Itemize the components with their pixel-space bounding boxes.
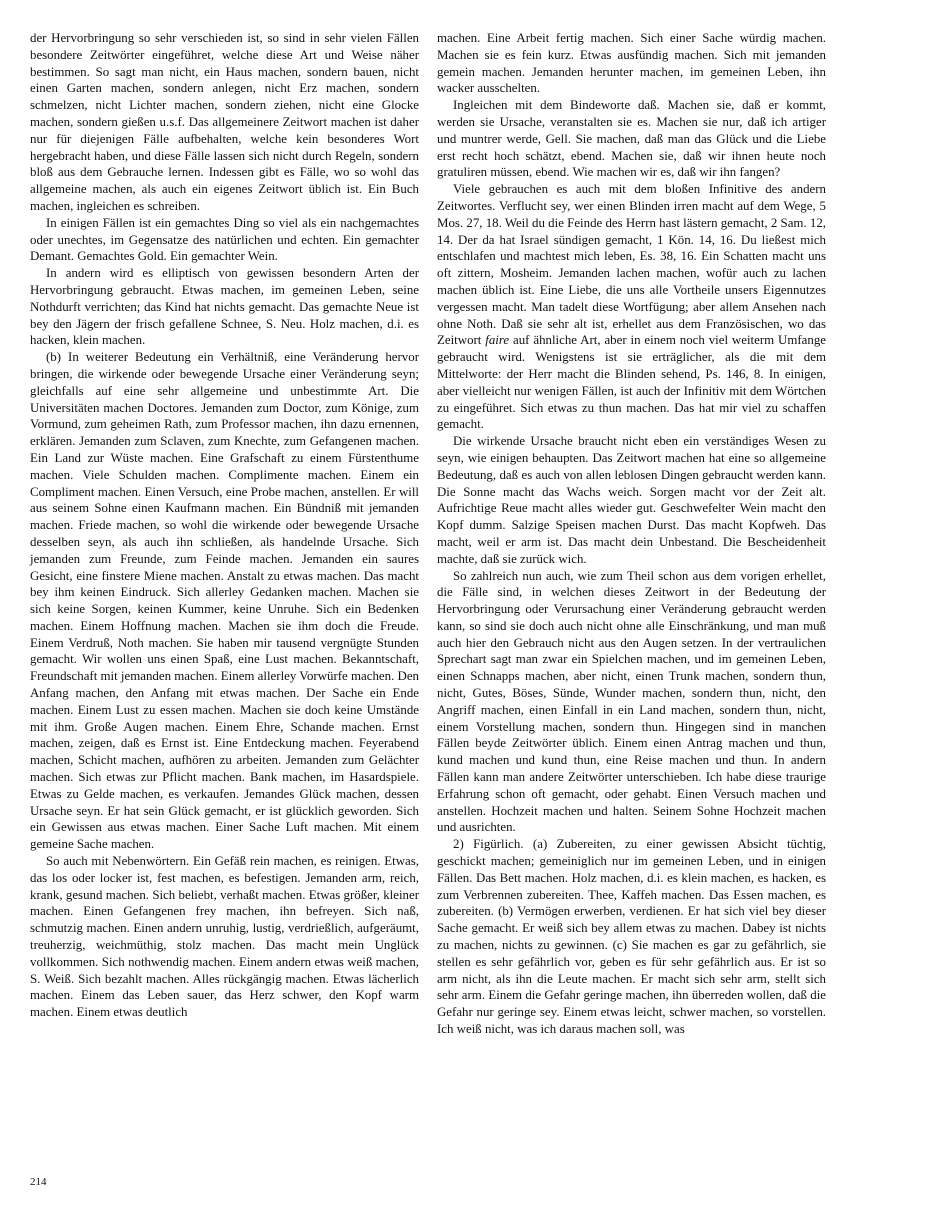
paragraph: In andern wird es elliptisch von gewissen besondern Arten der Hervorbringung gebraucht. Etwas machen, im gemeinen Leben, seine Nothdurft verrichten; das Kind hat nichts gemacht. Das gemachte Neue ist bey den Jägern der frisch gefallene Schnee, S. Neu. Holz machen, d.i. es hacken, klein machen. bbox=[30, 266, 419, 348]
paragraph: (b) In weiterer Bedeutung ein Verhältniß, eine Veränderung hervor bringen, die wirkende oder bewegende Ursache einer Veränderung seyn; gleichfalls auf eine sehr allgemeine und unbestimmte Art. Die Universitäten machen Doctores. Jemanden zum Doctor, zum Könige, zum Vormund, zum geheimen Rath, zum Professor machen, ihn dazu ernennen, erklären. Jemanden zum Sclaven, zum Knechte, zum Gefangenen machen. Ein Land zur Wüste machen. Eine Grafschaft zu einem Fürstenthume machen. Viele Schulden machen. Complimente machen. Einem ein Compliment machen. Einen Versuch, eine Probe machen, anstellen. Er will aus seinem Sohne einen Kaufmann machen. Ein Bündniß mit jemanden machen. Friede machen, so wohl die wirkende oder bewegende Ursache desselben seyn, als auch ihn schließen, als handelnde Ursache. Sich jemanden zum Freunde, zum Feinde machen. Jemanden ein saures Gesicht, eine finstere Miene machen. Anstalt zu etwas machen. Das macht bey ihm keinen Eindruck. Sich allerley Gedanken machen. Machen sie sich keine Sorgen, keinen Kummer, keine Unruhe. Sich ein Bedenken machen. Einem Hoffnung machen. Machen sie ihm doch die Freude. Einem Verdruß, Noth machen. Sie haben mir tausend vergnügte Stunden gemacht. Wir wollen uns einen Spaß, eine Lust machen. Bekanntschaft, Freundschaft mit jemanden machen. Einem allerley Vorwürfe machen. Den Anfang machen, den Anfang mit etwas machen. Der Sache ein Ende machen. Einem Lust zu essen machen. Machen sie doch keine Umstände mit ihm. Große Augen machen. Einem Ehre, Schande machen. Ernst machen, zeigen, daß es Ernst ist. Eine Entdeckung machen. Feyerabend machen, Schicht machen, aufhören zu arbeiten. Jemanden zum Gelächter machen. Sich etwas zur Pflicht machen. Bank machen, im Hasardspiele. Etwas zu Gelde machen, es verkaufen. Jemandes Glück machen, dessen Ursache seyn. Er hat sein Glück gemacht, er ist glücklich geworden. Sich ein Gewissen aus etwas machen. Einer Sache Luft machen. Mit einem gemeine Sache machen. bbox=[30, 350, 419, 852]
paragraph: In einigen Fällen ist ein gemachtes Ding so viel als ein nachgemachtes oder unechtes, im Gegensatze des natürlichen und echten. Ein gemachter Demant. Gemachtes Gold. Ein gemachter Wein. bbox=[30, 215, 419, 264]
left-column bbox=[30, 30, 419, 1021]
paragraph: 2) Figürlich. (a) Zubereiten, zu einer gewissen Absicht tüchtig, geschickt machen; gemeiniglich nur im gemeinen Leben, und in einigen Fällen. Das Bett machen. Holz machen, d.i. es klein machen, es hacken, es zum Verbrennen zubereiten. Thee, Kaffeh machen. Das Essen machen, es zubereiten. (b) Vermögen erwerben, verdienen. Er hat sich viel bey dieser Sache gemacht. Er weiß sich bey allem etwas zu machen. Dabey ist nichts zu machen, nichts zu gewinnen. (c) Sie machen es gar zu gefährlich, sie stellen es sehr gefährlich vor, geben es für sehr gefährlich aus. Er ist so arm nicht, als ihn die Leute machen. Er macht sich sehr arm, stellt sich sehr arm. Einem die Gefahr geringe machen, ihn überreden wollen, daß die Gefahr nur geringe sey. Einem etwas leicht, schwer machen, so vorstellen. Ich weiß nicht, was ich daraus machen soll, was bbox=[437, 837, 826, 1037]
paragraph: Die wirkende Ursache braucht nicht eben ein verständiges Wesen zu seyn, wie einigen behaupten. Das Zeitwort machen hat eine so allgemeine Bedeutung, daß es auch von allen leblosen Dingen gebraucht werden kann. Die Sonne macht das Wachs weich. Sorgen macht vor der Zeit alt. Aufrichtige Reue macht alles wieder gut. Geschwefelter Wein macht den Kopf dumm. Salzige Speisen machen Durst. Das macht Kopfweh. Das macht, weil er arm ist. Das macht dein Unbestand. Die Bescheidenheit machte, daß sie zurück wich. bbox=[437, 434, 826, 566]
page-number: 214 bbox=[30, 1176, 47, 1188]
paragraph bbox=[437, 181, 826, 433]
paragraph: Ingleichen mit dem Bindeworte daß. Machen sie, daß er kommt, werden sie Ursache, veranstalten sie es. Machen sie nur, daß ich artiger und muntrer werde, Gell. Sie machen, daß man das Glück und die Liebe erst recht hoch schätzt, ebend. Machen sie, daß wir ihnen heute noch gratuliren müssen, ebend. Wie machen wir es, daß wir ihn fangen? bbox=[437, 98, 826, 180]
paragraph: So zahlreich nun auch, wie zum Theil schon aus dem vorigen erhellet, die Fälle sind, in welchen dieses Zeitwort in der Bedeutung der Hervorbringung oder Verursachung einer Veränderung gebraucht werden kann, so sind sie doch auch nicht ohne alle Einschränkung, und man muß auch hier den Gebrauch nicht aus den Augen setzen. In der vertraulichen Sprechart sagt man zwar ein Spielchen machen, und im gemeinen Leben, einen Schnapps machen, aber nicht, einen Trunk machen, sondern thun, nicht, Gutes, Böses, Sünde, Wunder machen, sondern thun, nicht, den Angriff machen, einen Einfall in ein Land machen, sondern thun, nicht, einem Vorstellung machen, sondern thun. Hingegen sind in manchen Fällen beyde Zeitwörter üblich. Einem einen Antrag machen und thun, kund machen und kund thun, eine Reise machen und thun. In andern Fällen kann man andere Zeitwörter unterschieben. Ich habe diese traurige Erfahrung schon oft gemacht, oder gehabt. Einen Versuch machen und anstellen. Hochzeit machen und halten. Seinem Sohne Hochzeit machen und ausrichten. bbox=[437, 568, 826, 835]
paragraph-text: Viele gebrauchen es auch mit dem bloßen Infinitive des andern Zeitwortes. Verflucht sey, wer einen Blinden irren macht auf dem Wege, 5 Mos. 27, 18. Weil du die Feinde des Herrn hast lästern gemacht, 2 Sam. 12, 14. Der da hat Israel sündigen gemacht, 1 Kön. 14, 16. Du ließest mich entschlafen und machtest mich leben, Es. 38, 16. Ein Schatten macht uns oft zittern, Mosheim. Jemanden lachen machen, wofür auch zu lachen machen üblich ist. Eine Liebe, die uns alle Vortheile unsers Eigennutzes vergessen macht. Man tadelt diese Wortfügung; aber allem Ansehen nach ohne Noth. Daß sie sehr alt ist, erhellet aus dem Französischen, wo das Zeitwort bbox=[437, 182, 826, 348]
paragraph: der Hervorbringung so sehr verschieden ist, so sind in sehr vielen Fällen besondere Zeitwörter eingeführet, welche diese Art und Weise näher bestimmen. So sagt man nicht, ein Haus machen, sondern bauen, nicht einen Garten machen, sondern anlegen, nicht Erz machen, sondern schmelzen, nicht Lichter machen, sondern ziehen, nicht eine Glocke machen, sondern gießen u.s.f. Das allgemeinere Zeitwort machen ist daher nur für diejenigen Fälle aufbehalten, welche kein besonderes Wort hergebracht haben, und diese Fälle lassen sich nicht durch Regeln, sondern bloß aus dem Gebrauche lernen. Indessen gibt es Fälle, wo so wohl das allgemeine machen, als auch ein eigenes Zeitwort üblich ist. Ein Buch machen, ingleichen es schreiben. bbox=[30, 31, 419, 213]
paragraph-text-continued: auf ähnliche Art, aber in einem noch viel weiterm Umfange gebraucht wird. Wenigstens ist sie erträglicher, als die mit dem Mittelworte: der Herr macht die Blinden sehend, Ps. 146, 8. In einigen, aber vielleicht nur wenigen Fällen, ist auch der Infinitiv mit dem Wörtchen zu eingeführet. Sich etwas zu thun machen. Das hat mir viel zu schaffen gemacht. bbox=[437, 333, 826, 432]
paragraph: machen. Eine Arbeit fertig machen. Sich einer Sache würdig machen. Machen sie es fein kurz. Etwas ausfündig machen. Sich mit jemanden gemein machen. Jemanden herunter machen, im gemeinen Leben, ihn wacker ausschelten. bbox=[437, 31, 826, 96]
right-column bbox=[437, 30, 826, 1038]
dictionary-page bbox=[30, 30, 905, 1188]
paragraph: So auch mit Nebenwörtern. Ein Gefäß rein machen, es reinigen. Etwas, das los oder locker ist, fest machen, es befestigen. Jemanden arm, reich, krank, gesund machen. Sich beliebt, verhaßt machen. Etwas größer, kleiner machen. Einen Gefangenen frey machen, ihn befreyen. Sich naß, schmutzig machen. Einen andern unruhig, lustig, verdrießlich, aufgeräumt, treuherzig, weichmüthig, stolz machen. Das macht mein Unglück vollkommen. Sich nothwendig machen. Einem andern etwas weiß machen, S. Weiß. Sich bezahlt machen. Alles rückgängig machen. Etwas lächerlich machen. Einem das Leben sauer, das Herz schwer, den Kopf warm machen. Einem etwas deutlich bbox=[30, 854, 419, 1020]
italic-term: faire bbox=[485, 333, 510, 348]
